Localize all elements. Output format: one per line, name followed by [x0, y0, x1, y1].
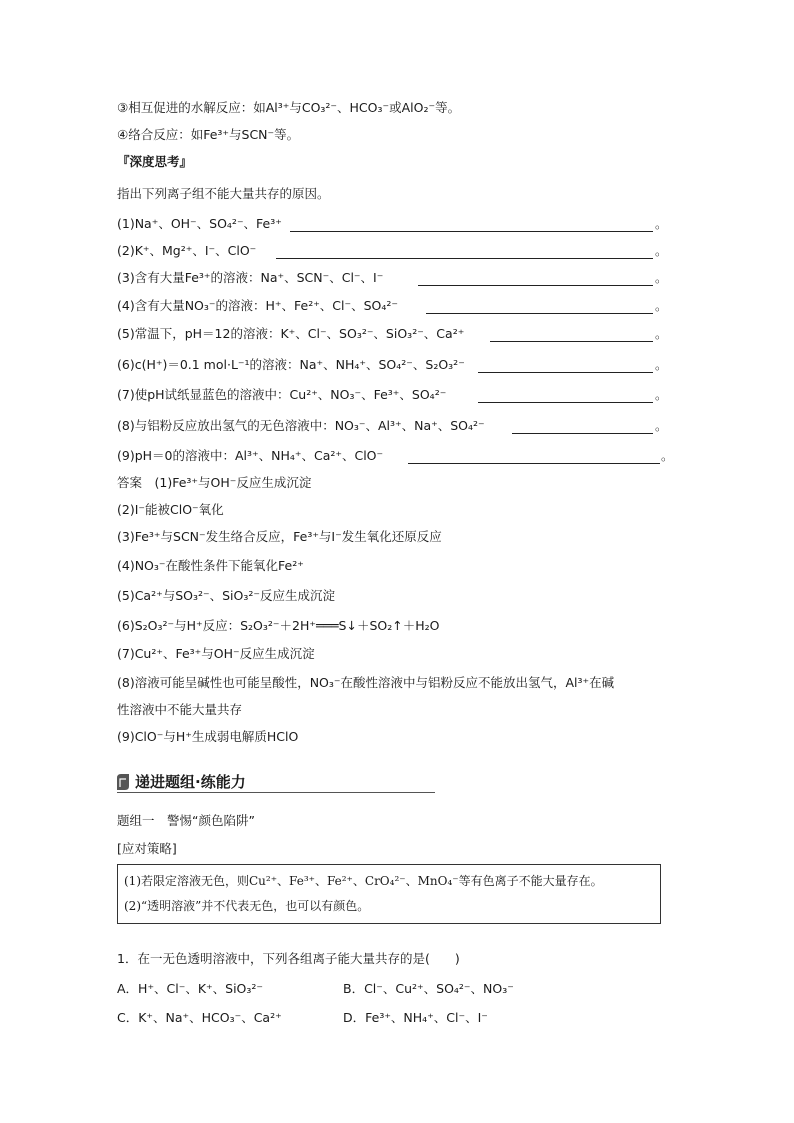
answer-blank-6[interactable] — [478, 372, 653, 373]
answer-line-1: 答案 (1)Fe³⁺与OH⁻反应生成沉淀 — [117, 475, 312, 490]
strategy-label: [应对策略] — [117, 841, 177, 856]
strategy-box-line-1: (1)若限定溶液无色，则Cu²⁺、Fe³⁺、Fe²⁺、CrO₄²⁻、MnO₄⁻等有色离子不能大量存在。 — [124, 874, 603, 888]
option-a[interactable]: A．H⁺、Cl⁻、K⁺、SiO₃²⁻ — [117, 981, 264, 996]
section-title: 递进题组·练能力 — [135, 773, 246, 791]
answer-blank-1[interactable] — [290, 231, 653, 232]
intro-line-4: ④络合反应：如Fe³⁺与SCN⁻等。 — [117, 127, 300, 142]
strategy-box — [117, 864, 661, 924]
answer-line-5: (5)Ca²⁺与SO₃²⁻、SiO₃²⁻反应生成沉淀 — [117, 588, 335, 603]
answer-blank-8[interactable] — [512, 433, 653, 434]
option-b[interactable]: B．Cl⁻、Cu²⁺、SO₄²⁻、NO₃⁻ — [343, 981, 514, 996]
end-mark: 。 — [655, 270, 668, 285]
question-item-5: (5)常温下，pH＝12的溶液：K⁺、Cl⁻、SO₃²⁻、SiO₃²⁻、Ca²⁺ — [117, 326, 465, 341]
end-mark: 。 — [655, 298, 668, 313]
question-item-3: (3)含有大量Fe³⁺的溶液：Na⁺、SCN⁻、Cl⁻、I⁻ — [117, 270, 384, 285]
end-mark: 。 — [655, 418, 668, 433]
answer-line-6: (6)S₂O₃²⁻与H⁺反应：S₂O₃²⁻＋2H⁺═══S↓＋SO₂↑＋H₂O — [117, 618, 440, 633]
end-mark: 。 — [655, 326, 668, 341]
answer-blank-9[interactable] — [408, 463, 660, 464]
group-title: 题组一 警惕“颜色陷阱” — [117, 813, 255, 828]
answer-blank-2[interactable] — [276, 258, 653, 259]
answer-line-2: (2)I⁻能被ClO⁻氧化 — [117, 502, 224, 517]
end-mark: 。 — [655, 357, 668, 372]
strategy-box-line-2: (2)“透明溶液”并不代表无色，也可以有颜色。 — [124, 899, 370, 913]
question-item-1: (1)Na⁺、OH⁻、SO₄²⁻、Fe³⁺ — [117, 216, 282, 231]
answer-line-4: (4)NO₃⁻在酸性条件下能氧化Fe²⁺ — [117, 558, 304, 573]
question-item-6: (6)c(H⁺)＝0.1 mol·L⁻¹的溶液：Na⁺、NH₄⁺、SO₄²⁻、S₂O₃²⁻ — [117, 357, 465, 372]
answer-line-8-cont: 性溶液中不能大量共存 — [117, 702, 243, 717]
end-mark: 。 — [655, 387, 668, 402]
answer-line-7: (7)Cu²⁺、Fe³⁺与OH⁻反应生成沉淀 — [117, 646, 315, 661]
end-mark: 。 — [655, 243, 668, 258]
answer-blank-4[interactable] — [426, 313, 653, 314]
answer-line-9: (9)ClO⁻与H⁺生成弱电解质HClO — [117, 729, 299, 744]
end-mark: 。 — [661, 448, 674, 463]
question-item-7: (7)使pH试纸显蓝色的溶液中：Cu²⁺、NO₃⁻、Fe³⁺、SO₄²⁻ — [117, 387, 447, 402]
end-mark: 。 — [655, 216, 668, 231]
answer-blank-7[interactable] — [478, 402, 653, 403]
question-item-8: (8)与铝粉反应放出氢气的无色溶液中：NO₃⁻、Al³⁺、Na⁺、SO₄²⁻ — [117, 418, 485, 433]
question-item-2: (2)K⁺、Mg²⁺、I⁻、ClO⁻ — [117, 243, 257, 258]
option-d[interactable]: D．Fe³⁺、NH₄⁺、Cl⁻、I⁻ — [343, 1010, 488, 1025]
question-item-9: (9)pH＝0的溶液中：Al³⁺、NH₄⁺、Ca²⁺、ClO⁻ — [117, 448, 384, 463]
intro-line-3: ③相互促进的水解反应：如Al³⁺与CO₃²⁻、HCO₃⁻或AlO₂⁻等。 — [117, 100, 461, 115]
answer-line-3: (3)Fe³⁺与SCN⁻发生络合反应，Fe³⁺与I⁻发生氧化还原反应 — [117, 529, 442, 544]
answer-blank-5[interactable] — [490, 341, 653, 342]
deep-think-prompt: 指出下列离子组不能大量共存的原因。 — [117, 186, 330, 201]
option-c[interactable]: C．K⁺、Na⁺、HCO₃⁻、Ca²⁺ — [117, 1010, 282, 1025]
section-marker-icon — [117, 774, 129, 790]
question-item-4: (4)含有大量NO₃⁻的溶液：H⁺、Fe²⁺、Cl⁻、SO₄²⁻ — [117, 298, 399, 313]
answer-blank-3[interactable] — [418, 285, 653, 286]
deep-think-tag: 『深度思考』 — [117, 154, 193, 169]
question-stem: 1．在一无色透明溶液中，下列各组离子能大量共存的是( ) — [117, 951, 460, 966]
answer-line-8: (8)溶液可能呈碱性也可能呈酸性，NO₃⁻在酸性溶液中与铝粉反应不能放出氢气，Al³⁺在碱 — [117, 675, 615, 690]
section-divider — [117, 792, 435, 793]
